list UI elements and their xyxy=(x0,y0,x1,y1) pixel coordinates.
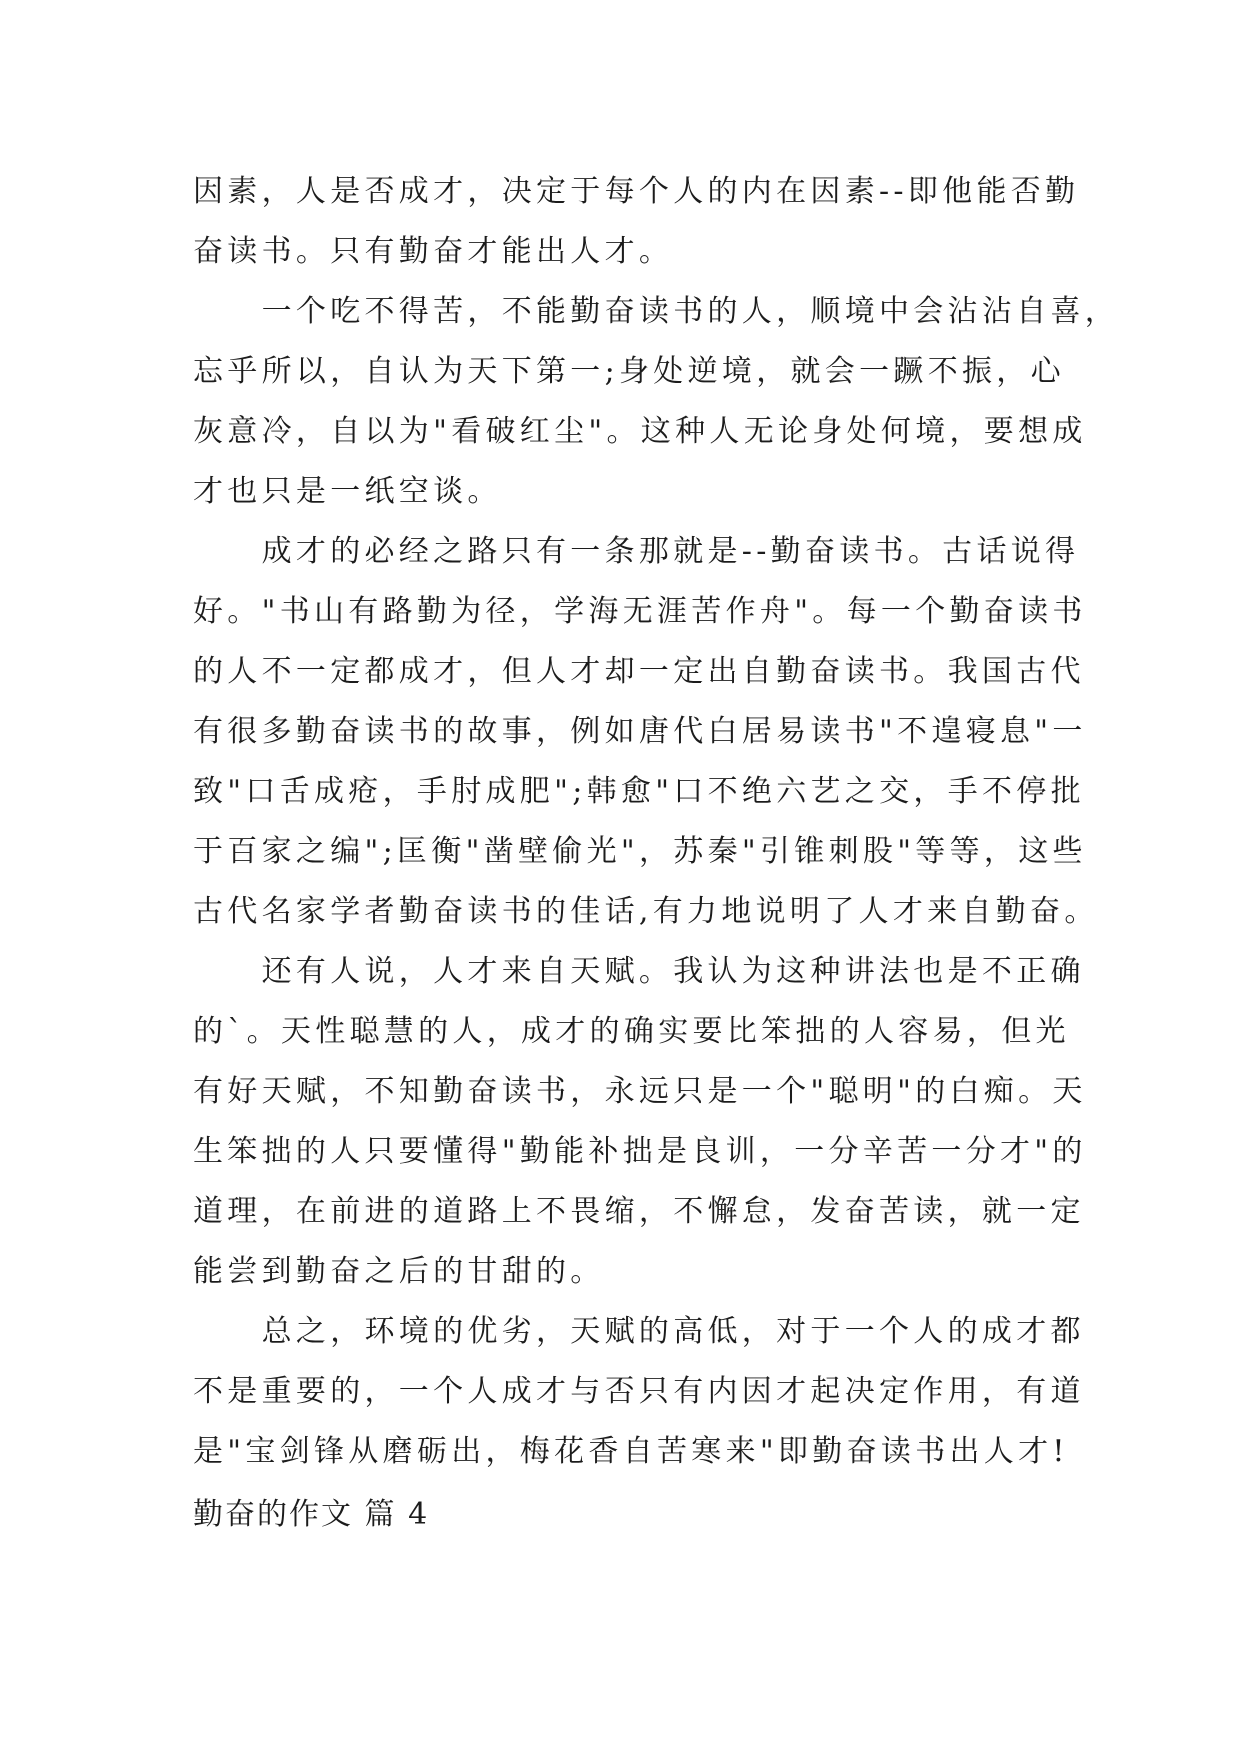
text-line: 还有人说，人才来自天赋。我认为这种讲法也是不正确 xyxy=(193,954,1085,989)
text-line: 生笨拙的人只要懂得"勤能补拙是良训，一分辛苦一分才"的 xyxy=(193,1134,1087,1169)
text-line: 奋读书。只有勤奋才能出人才。 xyxy=(193,234,674,269)
text-line: 的`。天性聪慧的人，成才的确实要比笨拙的人容易，但光 xyxy=(193,1014,1070,1049)
text-line: 是"宝剑锋从磨砺出，梅花香自苦寒来"即勤奋读书出人才! xyxy=(193,1434,1069,1469)
text-line: 成才的必经之路只有一条那就是--勤奋读书。古话说得 xyxy=(193,534,1080,569)
text-line: 有好天赋，不知勤奋读书，永远只是一个"聪明"的白痴。天 xyxy=(193,1074,1087,1109)
section-heading: 勤奋的作文 篇 4 xyxy=(193,1497,430,1532)
text-line: 道理，在前进的道路上不畏缩，不懈怠，发奋苦读，就一定 xyxy=(193,1194,1085,1229)
text-line: 有很多勤奋读书的故事，例如唐代白居易读书"不遑寝息"一 xyxy=(193,714,1087,749)
text-line: 才也只是一纸空谈。 xyxy=(193,474,502,509)
text-line: 的人不一定都成才，但人才却一定出自勤奋读书。我国古代 xyxy=(193,654,1085,689)
text-line: 古代名家学者勤奋读书的佳话,有力地说明了人才来自勤奋。 xyxy=(193,894,1099,929)
text-line: 因素，人是否成才，决定于每个人的内在因素--即他能否勤 xyxy=(193,174,1080,209)
text-line: 总之，环境的优劣，天赋的高低，对于一个人的成才都 xyxy=(193,1314,1085,1349)
text-line: 好。"书山有路勤为径，学海无涯苦作舟"。每一个勤奋读书 xyxy=(193,594,1087,629)
text-line: 灰意冷，自以为"看破红尘"。这种人无论身处何境，要想成 xyxy=(193,414,1087,449)
text-line: 致"口舌成疮，手肘成肥";韩愈"口不绝六艺之交，手不停批 xyxy=(193,774,1085,809)
text-line: 忘乎所以，自认为天下第一;身处逆境，就会一蹶不振，心 xyxy=(193,354,1065,389)
text-line: 能尝到勤奋之后的甘甜的。 xyxy=(193,1254,605,1289)
text-line: 不是重要的，一个人成才与否只有内因才起决定作用，有道 xyxy=(193,1374,1085,1409)
text-line: 一个吃不得苦，不能勤奋读书的人，顺境中会沾沾自喜， xyxy=(193,294,1120,329)
document-body xyxy=(193,162,1120,1482)
text-line: 于百家之编";匡衡"凿壁偷光"，苏秦"引锥刺股"等等，这些 xyxy=(193,834,1087,869)
